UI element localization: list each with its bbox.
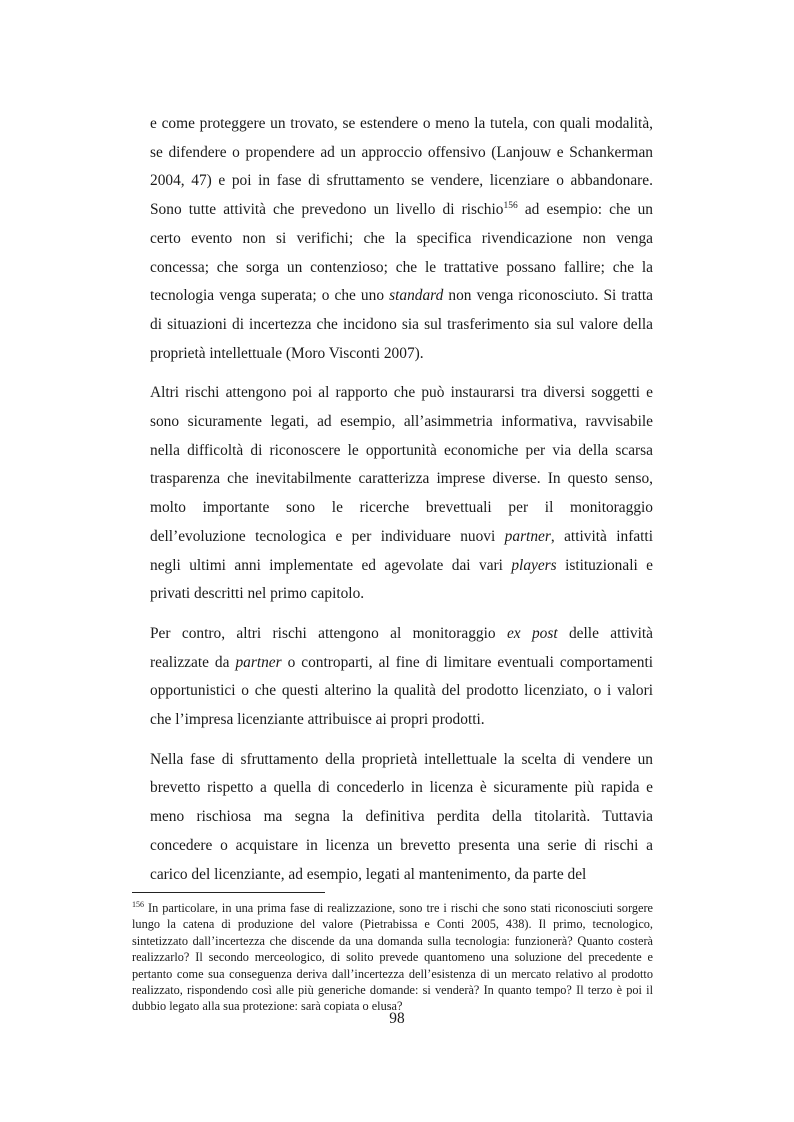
text-run: certo evento non si verifichi; che la specifica rivendicazione non venga — [150, 229, 653, 247]
footnote-text: realizzato, rispondendo così alle più generiche domande: si venderà? In quanto tempo? Il terzo è poi il — [132, 983, 653, 998]
footnote-156 — [132, 900, 653, 1015]
text-run: o controparti, al fine di limitare eventuali comportamenti — [281, 653, 653, 671]
text-line — [150, 494, 653, 523]
text-run: Per contro, altri rischi attengono al monitoraggio — [150, 624, 507, 642]
paragraph — [150, 110, 653, 368]
footnote-number: 156 — [132, 899, 144, 909]
text-run: nella difficoltà di riconoscere le opportunità economiche per via della scarsa — [150, 441, 653, 459]
text-line — [150, 379, 653, 408]
text-line — [150, 706, 653, 735]
text-line — [150, 677, 653, 706]
footnote-separator — [132, 892, 325, 893]
footnote-text: sintetizzato dall’incertezza che discende da una domanda sulla tecnologia: funzionerà? Quanto costerà — [132, 933, 653, 948]
text-line — [150, 340, 653, 369]
text-line — [150, 437, 653, 466]
text-line — [150, 225, 653, 254]
footnote-line — [132, 900, 653, 916]
footnote-line — [132, 933, 653, 949]
text-run: carico del licenziante, ad esempio, legati al mantenimento, da parte del — [150, 865, 587, 883]
text-line — [150, 408, 653, 437]
text-run: non venga riconosciuto. Si tratta — [443, 287, 653, 305]
footnote-text: lungo la catena di produzione del valore (Pietrabissa e Conti 2005, 438). Il primo, tecnologico, — [132, 917, 653, 932]
text-line — [150, 523, 653, 552]
text-run: 2004, 47) e poi in fase di sfruttamento se vendere, licenziare o abbandonare. — [150, 172, 653, 190]
text-line — [150, 282, 653, 311]
text-run: brevetto rispetto a quella di concederlo in licenza è sicuramente più rapida e — [150, 779, 653, 797]
text-line — [150, 746, 653, 775]
body-text — [150, 110, 653, 889]
text-run: meno rischiosa ma segna la definitiva perdita della titolarità. Tuttavia — [150, 808, 653, 826]
text-line — [150, 311, 653, 340]
text-line — [150, 774, 653, 803]
text-run: istituzionali e — [556, 556, 653, 574]
text-run: concessa; che sorga un contenzioso; che le trattative possano fallire; che la — [150, 258, 653, 276]
text-line — [150, 254, 653, 283]
footnote-line — [132, 916, 653, 932]
text-run: negli ultimi anni implementate ed agevolate dai vari — [150, 556, 512, 574]
text-line — [150, 465, 653, 494]
italic-term: partner — [235, 653, 282, 671]
text-run: molto importante sono le ricerche brevettuali per il monitoraggio — [150, 499, 653, 517]
footnote-text: pertanto come sua conseguenza deriva dall’incertezza dell’esistenza di un mercato relativo al prodotto — [132, 966, 653, 981]
text-line — [150, 196, 653, 225]
text-run: dell’evoluzione tecnologica e per individuare nuovi — [150, 527, 505, 545]
italic-term: partner — [504, 527, 551, 545]
text-line — [150, 620, 653, 649]
text-run: Nella fase di sfruttamento della proprietà intellettuale la scelta di vendere un — [150, 750, 653, 768]
paragraph — [150, 746, 653, 890]
text-run: proprietà intellettuale (Moro Visconti 2007). — [150, 344, 424, 362]
text-run: realizzate da — [150, 653, 236, 671]
text-run: tecnologia venga superata; o che uno — [150, 287, 390, 305]
text-line — [150, 861, 653, 890]
paragraph — [150, 379, 653, 609]
text-run: trasparenza che inevitabilmente caratterizza imprese diverse. In questo senso, — [150, 470, 653, 488]
text-line — [150, 580, 653, 609]
text-run: sono sicuramente legati, ad esempio, all’asimmetria informativa, ravvisabile — [150, 413, 653, 431]
italic-term: players — [511, 556, 557, 574]
text-run: se difendere o propendere ad un approccio offensivo (Lanjouw e Schankerman — [150, 143, 653, 161]
page-number: 98 — [389, 1010, 405, 1027]
text-run: che l’impresa licenziante attribuisce ai propri prodotti. — [150, 711, 485, 729]
text-run: privati descritti nel primo capitolo. — [150, 585, 365, 603]
text-run: ad esempio: che un — [517, 201, 653, 219]
text-line — [150, 832, 653, 861]
text-run: Sono tutte attività che prevedono un livello di rischio — [150, 201, 504, 219]
italic-term: ex post — [506, 624, 558, 642]
text-run: Altri rischi attengono poi al rapporto che può instaurarsi tra diversi soggetti e — [150, 384, 653, 402]
text-line — [150, 552, 653, 581]
footnote-line — [132, 966, 653, 982]
text-run: delle attività — [557, 624, 653, 642]
text-line — [150, 139, 653, 168]
footnote-reference[interactable]: 156 — [503, 200, 518, 211]
text-run: , attività infatti — [550, 527, 653, 545]
italic-term: standard — [389, 287, 444, 305]
text-run: concedere o acquistare in licenza un brevetto presenta una serie di rischi a — [150, 836, 653, 854]
paragraph — [150, 620, 653, 735]
text-run: opportunistici o che questi alterino la qualità del prodotto licenziato, o i valori — [150, 682, 653, 700]
footnote-text: dubbio legato alla sua protezione: sarà copiata o elusa? — [132, 999, 403, 1014]
footnote-text: In particolare, in una prima fase di realizzazione, sono tre i rischi che sono stati riconosciuti sorgere — [144, 901, 653, 915]
text-line — [150, 167, 653, 196]
text-run: e come proteggere un trovato, se estendere o meno la tutela, con quali modalità, — [150, 115, 653, 132]
text-line — [150, 110, 653, 139]
text-line — [150, 649, 653, 678]
footnote-line — [132, 982, 653, 998]
text-line — [150, 803, 653, 832]
footnote-line — [132, 949, 653, 965]
text-run: di situazioni di incertezza che incidono sia sul trasferimento sia sul valore della — [150, 315, 653, 333]
footnote-text: realizzarlo? Il secondo merceologico, di solito prevede quantomeno una soluzione del precedente e — [132, 950, 653, 965]
